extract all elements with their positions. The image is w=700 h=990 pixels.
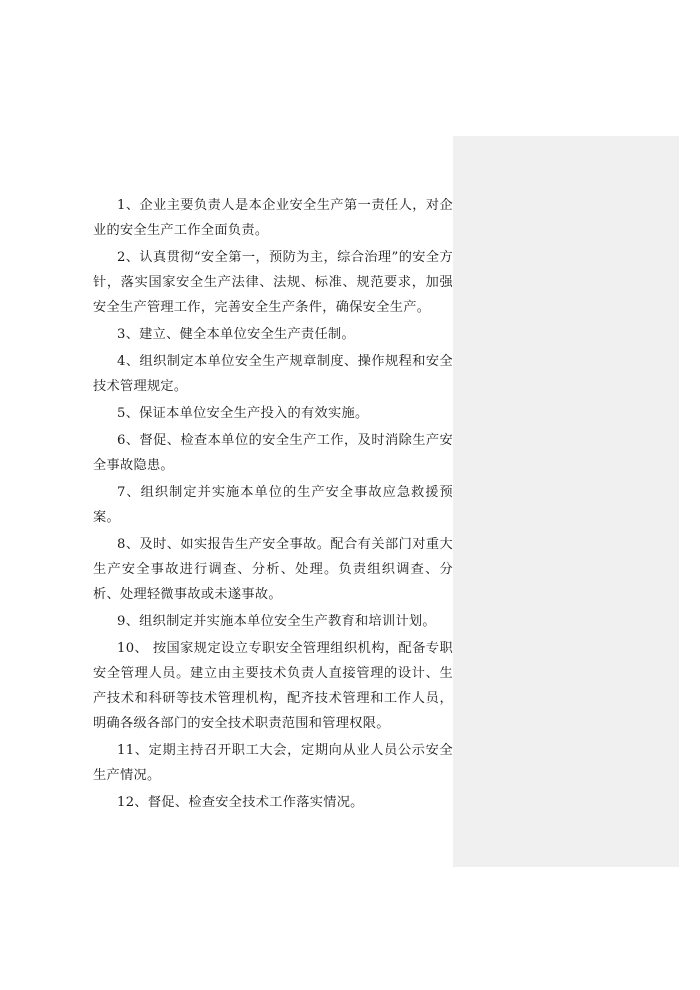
list-item: 4、组织制定本单位安全生产规章制度、操作规程和安全技术管理规定。: [93, 354, 453, 394]
list-item: 9、组织制定并实施本单位安全生产教育和培训计划。: [117, 614, 436, 629]
list-item: 6、督促、检查本单位的安全生产工作，及时消除生产安全事故隐患。: [93, 433, 453, 473]
responsibility-list: [93, 194, 453, 818]
list-item: 5、保证本单位安全生产投入的有效实施。: [117, 406, 369, 421]
list-item: 12、督促、检查安全技术工作落实情况。: [117, 794, 364, 810]
list-item: 11、定期主持召开职工大会，定期向从业人员公示安全生产情况。: [93, 742, 453, 783]
list-item: 7、组织制定并实施本单位的生产安全事故应急救援预案。: [93, 485, 453, 525]
list-item: 1、企业主要负责人是本企业安全生产第一责任人，对企业的安全生产工作全面负责。: [93, 198, 453, 238]
list-item: 3、建立、健全本单位安全生产责任制。: [117, 326, 355, 342]
list-item: 2、认真贯彻“安全第一，预防为主，综合治理”的安全方针，落实国家安全生产法律、法规、标准、规范要求，加强安全生产管理工作，完善安全生产条件，确保安全生产。: [93, 250, 453, 315]
comment-margin-panel: [453, 136, 679, 867]
list-item: 10、 按国家规定设立专职安全管理组织机构，配备专职安全管理人员。建立由主要技术负责人直接管理的设计、生产技术和科研等技术管理机构，配齐技术管理和工作人员，明确各级各部门的安全技术职责范围和管理权限。: [93, 641, 453, 731]
list-item: 8、及时、如实报告生产安全事故。配合有关部门对重大生产安全事故进行调查、分析、处理。负责组织调查、分析、处理轻微事故或未遂事故。: [93, 537, 453, 602]
